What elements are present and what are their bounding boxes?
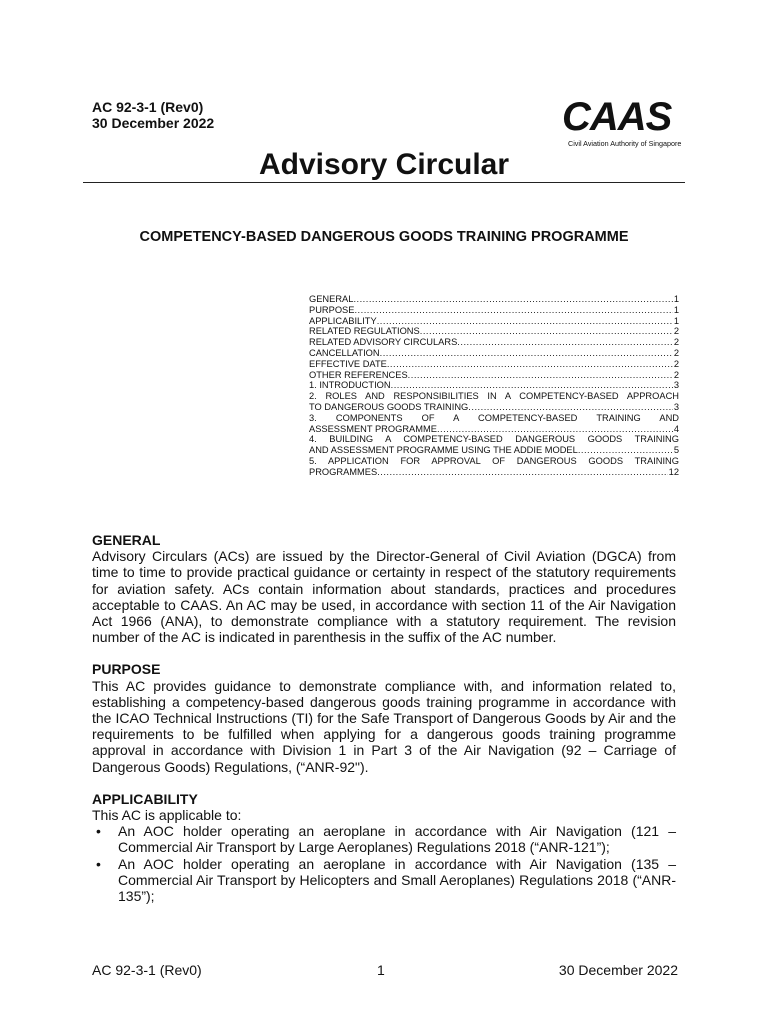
toc-entry[interactable] — [309, 467, 679, 478]
toc-entry[interactable] — [309, 402, 679, 413]
toc-entry-page: 2 — [673, 337, 679, 348]
footer-doc-ref: AC 92-3-1 (Rev0) — [92, 962, 202, 978]
toc-entry-label: EFFECTIVE DATE — [309, 358, 387, 369]
toc-entry-label: 1. INTRODUCTION — [309, 380, 391, 391]
toc-entry[interactable] — [309, 326, 679, 337]
toc-entry-page: 4 — [673, 423, 679, 434]
toc-entry-label: CANCELLATION — [309, 347, 380, 358]
list-item: • An AOC holder operating an aeroplane in accordance with Air Navigation (121 – Commercial Air Transport by Large Aeroplanes) Regulations 2018 (“ANR-121”); — [118, 823, 676, 855]
toc-entry-page: 2 — [673, 369, 679, 380]
page-title: Advisory Circular — [258, 148, 510, 181]
section-heading-general: GENERAL — [92, 532, 161, 548]
caas-logo — [560, 94, 688, 150]
toc-entry-line: 5. APPLICATION FOR APPROVAL OF DANGEROUS GOODS TRAINING — [309, 455, 679, 466]
title-divider — [83, 182, 685, 183]
toc-entry-label: PURPOSE — [309, 304, 355, 315]
toc-leader-dots — [457, 337, 673, 348]
toc-entry-label: APPLICABILITY — [309, 315, 377, 326]
toc-leader-dots — [354, 305, 672, 316]
toc-entry[interactable] — [309, 359, 679, 370]
toc-entry-page: 12 — [668, 466, 679, 477]
footer-page-number: 1 — [377, 962, 385, 978]
logo-subtext: Civil Aviation Authority of Singapore — [568, 139, 682, 148]
list-item: • An AOC holder operating an aeroplane in accordance with Air Navigation (135 – Commercial Air Transport by Helicopters and Small Aeroplanes) Regulations 2018 (“ANR-135”); — [118, 856, 676, 905]
toc-leader-dots — [420, 326, 673, 337]
toc-entry-label: RELATED REGULATIONS — [309, 326, 420, 337]
applicability-list — [92, 823, 676, 904]
toc-entry-label: AND ASSESSMENT PROGRAMME USING THE ADDIE MODEL — [309, 445, 578, 456]
section-text-general: Advisory Circulars (ACs) are issued by the Director-General of Civil Aviation (DGCA) from time to time to provide practical guidance or certainty in respect of the statutory requirements for aviation safety. ACs contain information about standards, practices and procedures acceptable to CAAS. An AC may be used, in accordance with section 11 of the Air Navigation Act 1966 (ANA), to demonstrate compliance with a statutory requirement. The revision number of the AC is indicated in parenthesis in the suffix of the AC number. — [92, 548, 676, 646]
toc-entry-label: TO DANGEROUS GOODS TRAINING — [309, 401, 469, 412]
doc-date: 30 December 2022 — [92, 115, 215, 131]
toc-entry[interactable] — [309, 316, 679, 327]
section-text-purpose: This AC provides guidance to demonstrate compliance with, and information related to, establishing a competency-based dangerous goods training programme in accordance with the ICAO Technical Instructions (TI) for the Safe Transport of Dangerous Goods by Air and the requirements to be fulfilled when applying for a dangerous goods training programme approval in accordance with Division 1 in Part 3 of the Air Navigation (92 – Carriage of Dangerous Goods) Regulations, (“ANR-92"). — [92, 677, 676, 775]
document-body — [92, 532, 676, 904]
toc-leader-dots — [387, 359, 673, 370]
toc-entry-label: ASSESSMENT PROGRAMME — [309, 423, 437, 434]
toc-leader-dots — [408, 370, 673, 381]
section-heading-applicability: APPLICABILITY — [92, 790, 198, 807]
toc-entry[interactable] — [309, 337, 679, 348]
doc-ref: AC 92-3-1 (Rev0) — [92, 99, 204, 115]
toc-leader-dots — [391, 380, 673, 391]
toc-leader-dots — [468, 402, 673, 413]
toc-entry-page: 2 — [673, 358, 679, 369]
section-heading-purpose: PURPOSE — [92, 661, 161, 678]
document-reference-header — [92, 99, 214, 131]
toc-entry[interactable] — [309, 380, 679, 391]
toc-leader-dots — [377, 467, 667, 478]
toc-leader-dots — [377, 316, 673, 327]
toc-entry-page: 3 — [673, 401, 679, 412]
toc-entry-page: 1 — [673, 294, 679, 304]
toc-entry-label: RELATED ADVISORY CIRCULARS — [309, 337, 458, 348]
toc-entry-page: 2 — [673, 347, 679, 358]
toc-entry[interactable] — [309, 445, 679, 456]
toc-entry-page: 1 — [673, 315, 679, 326]
toc-entry[interactable] — [309, 294, 679, 305]
toc-leader-dots — [437, 424, 673, 435]
toc-entry-page: 3 — [673, 380, 679, 391]
toc-entry-label: OTHER REFERENCES — [309, 369, 408, 380]
toc-entry[interactable] — [309, 305, 679, 316]
toc-entry-line: 2. ROLES AND RESPONSIBILITIES IN A COMPETENCY-BASED APPROACH — [309, 391, 679, 402]
toc-leader-dots — [578, 445, 673, 456]
footer-date: 30 December 2022 — [558, 962, 678, 978]
document-subtitle: COMPETENCY-BASED DANGEROUS GOODS TRAINING PROGRAMME — [139, 229, 629, 245]
toc-entry-line: 4. BUILDING A COMPETENCY-BASED DANGEROUS GOODS TRAINING — [309, 434, 679, 445]
toc-entry-page: 1 — [673, 304, 679, 315]
toc-entry[interactable] — [309, 348, 679, 359]
caas-logo-mark — [560, 94, 688, 150]
toc-entry-label: PROGRAMMES — [309, 466, 378, 477]
toc-leader-dots — [353, 294, 672, 305]
logo-wordmark: CAAS — [562, 95, 672, 139]
toc-entry[interactable] — [309, 424, 679, 435]
table-of-contents — [309, 294, 679, 478]
toc-entry[interactable] — [309, 370, 679, 381]
section-intro-applicability: This AC is applicable to: — [92, 807, 242, 824]
toc-entry-page: 5 — [673, 445, 679, 456]
toc-entry-page: 2 — [673, 326, 679, 337]
toc-entry-label: GENERAL — [309, 294, 354, 304]
toc-leader-dots — [380, 348, 673, 359]
toc-entry-line: 3. COMPONENTS OF A COMPETENCY-BASED TRAINING AND — [309, 412, 679, 423]
